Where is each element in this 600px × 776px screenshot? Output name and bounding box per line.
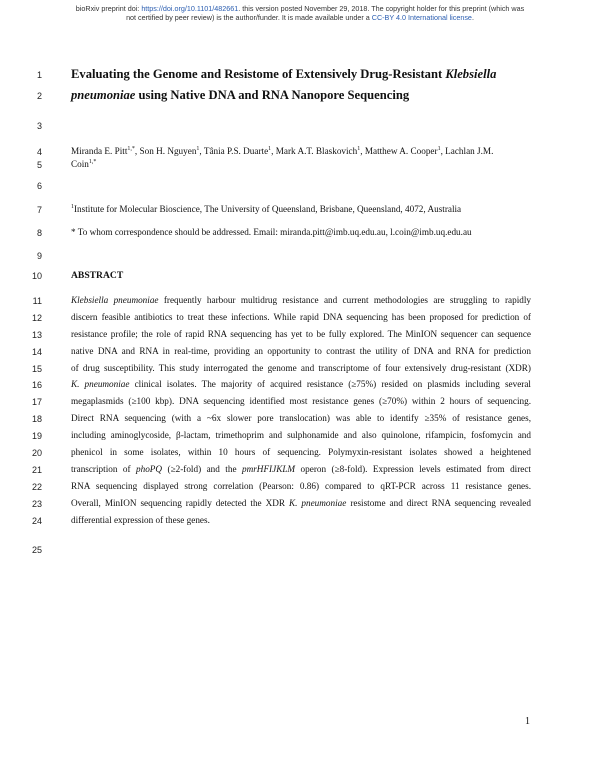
line-number: 3 <box>36 121 42 131</box>
preprint-notice <box>40 4 560 22</box>
line-number: 24 <box>31 516 42 526</box>
line-number: 18 <box>31 414 42 424</box>
correspondence: * To whom correspondence should be addressed. Email: miranda.pitt@imb.uq.edu.au, l.coin@imb.uq.edu.au <box>71 227 472 237</box>
line-number: 11 <box>32 296 42 306</box>
line-number: 6 <box>36 181 42 191</box>
line-number: 12 <box>31 313 42 323</box>
line-number: 2 <box>36 91 42 101</box>
abstract-line: Overall, MinION sequencing rapidly detected the XDR K. pneumoniae resistome and direct RNA sequencing revealed <box>71 498 531 508</box>
author-list-line-1: Miranda E. Pitt$^{1,*}$, Son H. Nguyen$^1$, Tânia P.S. Duarte$^1$, Mark A.T. Blaskovich$^1$, Matthew A. Cooper$^1$, Lachlan J.M. <box>71 145 494 156</box>
preprint-notice-line-2: not certified by peer review) is the author/funder. It is made available under a CC-BY 4.0 International license. <box>126 13 474 22</box>
abstract-line: including aminoglycoside, β-lactam, trimethoprim and sulphonamide and also quinolone, rifampicin, fosfomycin and <box>71 430 531 440</box>
line-number: 20 <box>31 448 42 458</box>
abstract-line: of drug susceptibility. This study interrogated the genome and transcriptome of four extensively drug-resistant (XDR) <box>71 363 531 373</box>
abstract-line: phenicol in some isolates, within 10 hours of sequencing. Polymyxin-resistant isolates showed a heightened <box>71 447 531 457</box>
line-number: 10 <box>31 271 42 281</box>
line-number: 15 <box>31 364 42 374</box>
affiliation: $^1$Institute for Molecular Bioscience, The University of Queensland, Brisbane, Queensland, 4072, Australia <box>71 203 462 214</box>
line-number: 23 <box>31 499 42 509</box>
line-number: 19 <box>31 431 42 441</box>
doi-link[interactable]: https://doi.org/10.1101/482661 <box>141 4 239 13</box>
line-number: 1 <box>36 70 42 80</box>
abstract-line: Klebsiella pneumoniae frequently harbour multidrug resistance and current methodologies are struggling to rapidly <box>71 295 531 305</box>
line-number: 9 <box>36 251 42 261</box>
line-number: 22 <box>31 482 42 492</box>
abstract-line: resistance profile; the role of rapid RNA sequencing has yet to be fully explored. The MinION sequencer can sequence <box>71 329 531 339</box>
paper-title-line-1: Evaluating the Genome and Resistome of Extensively Drug-Resistant Klebsiella <box>71 67 497 81</box>
paper-title-line-2: pneumoniae using Native DNA and RNA Nanopore Sequencing <box>71 88 410 102</box>
abstract-line: discern feasible antibiotics to treat these infections. While rapid DNA sequencing has been proposed for prediction of <box>71 312 531 322</box>
line-number: 14 <box>31 347 42 357</box>
license-link[interactable]: CC-BY 4.0 International license <box>371 13 472 22</box>
line-number: 13 <box>31 330 42 340</box>
preprint-notice-line-1: bioRxiv preprint doi: https://doi.org/10.1101/482661. this version posted November 29, 2018. The copyright holder for this preprint (which was <box>75 4 525 13</box>
abstract-line: native DNA and RNA in real-time, providing an opportunity to contrast the utility of DNA and RNA for prediction <box>71 346 531 356</box>
line-number: 16 <box>31 380 42 390</box>
line-number: 8 <box>36 228 42 238</box>
line-number: 4 <box>36 147 42 157</box>
abstract-line: transcription of phoPQ (≥2-fold) and the pmrHFIJKLM operon (≥8-fold). Expression levels estimated from direct <box>71 464 531 474</box>
page-number: 1 <box>525 716 530 727</box>
author-list-line-2: Coin$^{1,*}$ <box>71 158 97 169</box>
abstract-line: RNA sequencing displayed strong correlation (Pearson: 0.86) compared to qRT-PCR across 11 resistance genes. <box>71 481 531 491</box>
line-number: 25 <box>31 545 42 555</box>
abstract-heading: ABSTRACT <box>71 270 124 281</box>
line-number: 17 <box>31 397 42 407</box>
line-number: 7 <box>36 205 42 215</box>
abstract-line: Direct RNA sequencing (with a ~6x slower pore translocation) was able to identify ≥35% of resistance genes, <box>71 413 531 423</box>
abstract-line: megaplasmids (≥100 kbp). DNA sequencing identified most resistance genes (≥70%) within 2 hours of sequencing. <box>71 396 531 406</box>
abstract-line: differential expression of these genes. <box>71 515 210 525</box>
line-number: 21 <box>31 465 42 475</box>
abstract-line: K. pneumoniae clinical isolates. The majority of acquired resistance (≥75%) resided on plasmids including several <box>71 379 531 389</box>
line-number: 5 <box>36 160 42 170</box>
